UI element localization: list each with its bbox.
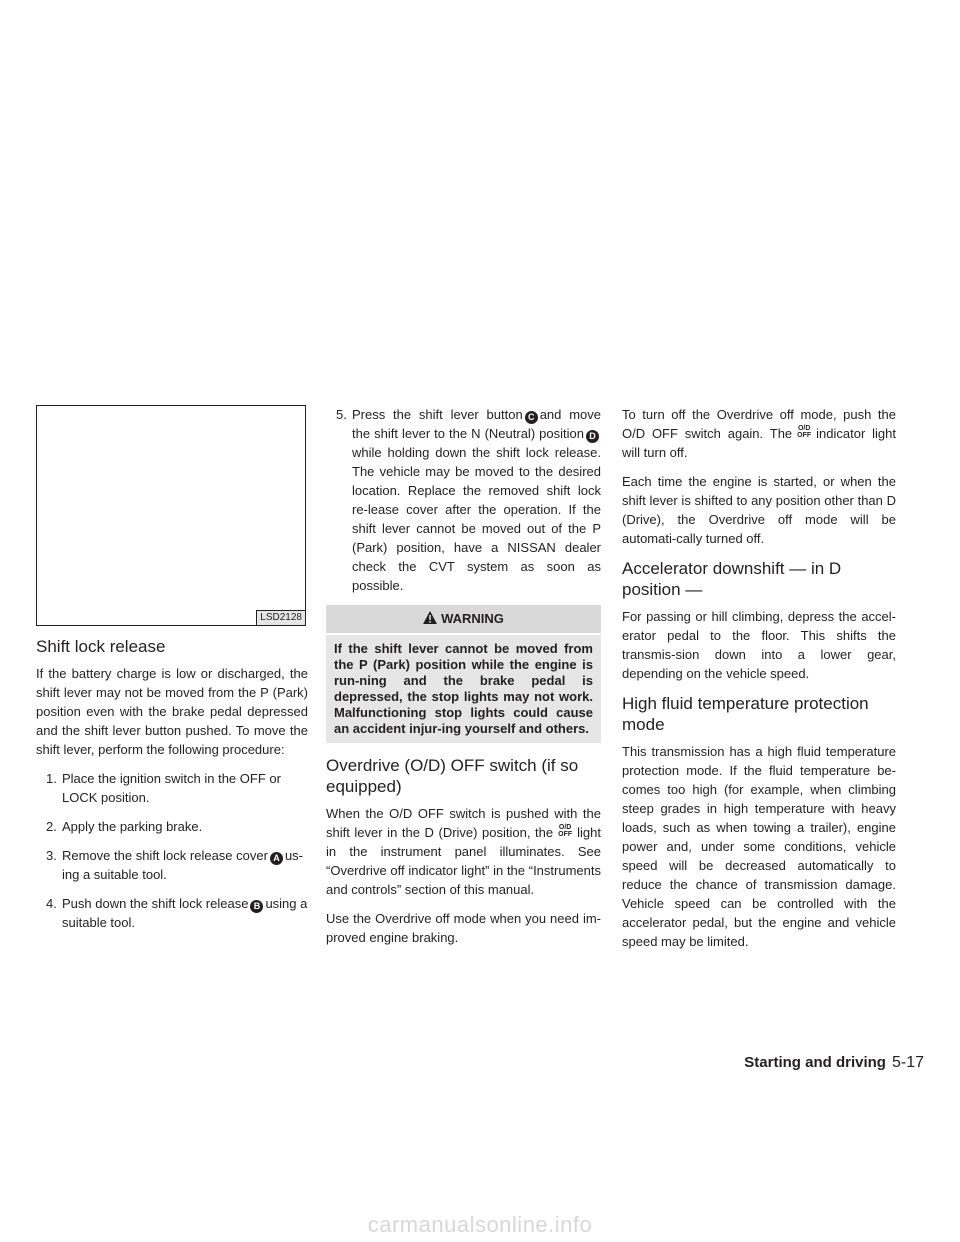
warning-icon <box>423 611 437 624</box>
step-1: 1. Place the ignition switch in the OFF or LOCK position. <box>46 771 281 805</box>
right-column <box>622 405 896 961</box>
marker-c-icon: C <box>525 411 538 424</box>
overdrive-heading: Overdrive (O/D) OFF switch (if so equipped) <box>326 756 579 796</box>
page-footer <box>744 1054 924 1072</box>
marker-d-icon: D <box>586 430 599 443</box>
shift-lock-steps <box>36 769 308 932</box>
shift-lock-steps-continued <box>326 405 601 595</box>
watermark: carmanualsonline.info <box>367 1212 593 1237</box>
page-number: 5-17 <box>891 1054 924 1071</box>
step-2: 2. Apply the parking brake. <box>46 819 203 834</box>
high-temp-body: This transmission has a high fluid temperature protection mode. If the fluid temperature be-comes too high (for example, when climbing steep grades in high temperature with heavy loads, such as when towing a trailer), engine power and, under some conditions, vehicle speed will be decreased automatically to reduce the chance of transmission damage. Vehicle speed can be controlled with the accelerator pedal, but the engine and vehicle speed may be limited. <box>622 744 896 949</box>
figure-label: LSD2128 <box>256 610 305 625</box>
footer-section: Starting and driving <box>744 1054 886 1071</box>
overdrive-p4: Each time the engine is started, or when the shift lever is shifted to any position other than D (Drive), the Overdrive off mode will be automati-cally turned off. <box>622 474 896 546</box>
warning-body: If the shift lever cannot be moved from the P (Park) position while the engine is run-ning and the brake pedal is depressed, the stop lights may not work. Malfunctioning stop lights could cause an accident injur-ing yourself and others. <box>326 635 601 743</box>
downshift-heading: Accelerator downshift — in D position — <box>622 559 842 599</box>
shift-lock-intro: If the battery charge is low or discharged, the shift lever may not be moved from the P (Park) position even with the brake pedal depressed and the shift lever button pushed. To move the shift lever, perform the following procedure: <box>36 666 308 757</box>
overdrive-p1: When the O/D OFF switch is pushed with the shift lever in the D (Drive) position, the O/D OFF light in the instrument panel illuminates. See “Overdrive off indicator light” in the “Instruments and controls” section of this manual. <box>326 806 601 897</box>
high-temp-heading: High fluid temperature protection mode <box>622 694 869 734</box>
marker-b-icon: B <box>250 900 263 913</box>
overdrive-p3: To turn off the Overdrive off mode, push the O/D OFF switch again. The O/D OFF indicator light will turn off. <box>622 407 896 460</box>
step-4: 4. Push down the shift lock release B using a suitable tool. <box>46 896 308 930</box>
shift-lock-figure <box>36 405 306 626</box>
marker-a-icon: A <box>270 852 283 865</box>
step-3: 3. Remove the shift lock release cover A us-ing a suitable tool. <box>46 848 303 882</box>
warning-title: WARNING <box>441 611 504 626</box>
middle-column <box>326 405 601 957</box>
step-5: 5. Press the shift lever button C and move the shift lever to the N (Neutral) position Dwhile holding down the shift lock release. The vehicle may be moved to the desired location. Replace the removed shift lock re-lease cover after the operation. If the shift lever cannot be moved out of the P (Park) position, have a NISSAN dealer check the CVT system as soon as possible. <box>336 407 601 593</box>
left-column <box>36 405 308 942</box>
downshift-body: For passing or hill climbing, depress the accel-erator pedal to the floor. This shifts the transmis-sion down into a lower gear, depending on the vehicle speed. <box>622 609 896 681</box>
od-off-indicator-icon: O/D OFF <box>558 824 573 838</box>
warning-header <box>326 605 601 633</box>
shift-lock-heading: Shift lock release <box>36 637 166 656</box>
od-off-indicator-icon: O/D OFF <box>797 425 812 439</box>
overdrive-p2: Use the Overdrive off mode when you need im-proved engine braking. <box>326 911 601 945</box>
